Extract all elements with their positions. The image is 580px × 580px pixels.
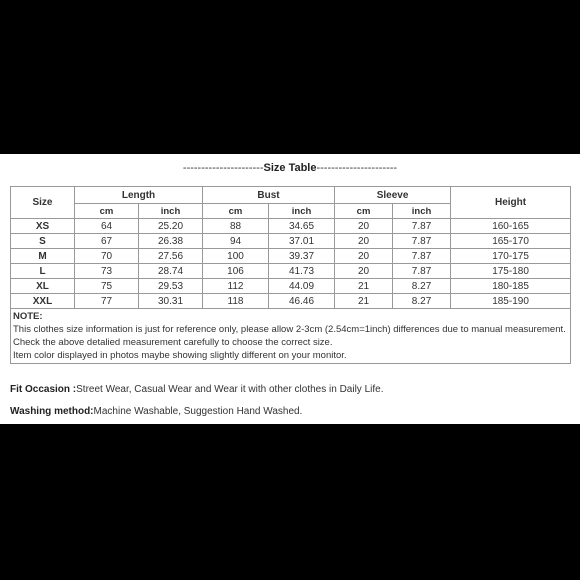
- sleeve-inch-cell: 7.87: [393, 249, 451, 264]
- header-row-groups: [11, 187, 571, 204]
- bust-cm-cell: 106: [203, 264, 269, 279]
- sleeve-inch-cell: 8.27: [393, 279, 451, 294]
- sleeve-inch-cell: 7.87: [393, 234, 451, 249]
- note-line: Item color displayed in photos maybe showing slightly different on your monitor.: [13, 350, 347, 361]
- fit-occasion: [10, 384, 384, 395]
- size-header: Size: [11, 187, 75, 219]
- length-inch-cell: 29.53: [139, 279, 203, 294]
- washing-method: [10, 406, 302, 417]
- bust-inch-cell: 41.73: [269, 264, 335, 279]
- bust-cm-cell: 118: [203, 294, 269, 309]
- length-cm-cell: 75: [75, 279, 139, 294]
- length-cm-cell: 73: [75, 264, 139, 279]
- sleeve-cm-cell: 21: [335, 294, 393, 309]
- sleeve-inch-cell: 7.87: [393, 264, 451, 279]
- height-cell: 180-185: [451, 279, 571, 294]
- bust-cm-header: cm: [203, 204, 269, 219]
- note-cell: [11, 309, 571, 364]
- bust-cm-cell: 94: [203, 234, 269, 249]
- bust-inch-cell: 44.09: [269, 279, 335, 294]
- size-table: [10, 186, 571, 364]
- title-text: Size Table: [263, 162, 317, 174]
- table-row: [11, 294, 571, 309]
- size-cell: M: [11, 249, 75, 264]
- fit-occasion-text: Street Wear, Casual Wear and Wear it with other clothes in Daily Life.: [76, 384, 384, 395]
- table-row: [11, 234, 571, 249]
- bust-cm-cell: 100: [203, 249, 269, 264]
- sleeve-cm-cell: 20: [335, 234, 393, 249]
- bust-inch-cell: 46.46: [269, 294, 335, 309]
- note-row: [11, 309, 571, 364]
- bust-header: Bust: [203, 187, 335, 204]
- bust-cm-cell: 112: [203, 279, 269, 294]
- note-line: This clothes size information is just for reference only, please allow 2-3cm (2.54cm=1inch) differences due to manual measurement.: [13, 324, 566, 335]
- washing-method-label: Washing method:: [10, 406, 94, 417]
- length-header: Length: [75, 187, 203, 204]
- length-inch-cell: 28.74: [139, 264, 203, 279]
- washing-method-text: Machine Washable, Suggestion Hand Washed.: [93, 406, 303, 417]
- length-inch-cell: 30.31: [139, 294, 203, 309]
- sleeve-header: Sleeve: [335, 187, 451, 204]
- height-cell: 165-170: [451, 234, 571, 249]
- length-inch-cell: 25.20: [139, 219, 203, 234]
- bust-cm-cell: 88: [203, 219, 269, 234]
- table-row: [11, 249, 571, 264]
- length-inch-cell: 27.56: [139, 249, 203, 264]
- bust-inch-cell: 37.01: [269, 234, 335, 249]
- height-cell: 170-175: [451, 249, 571, 264]
- sleeve-inch-cell: 8.27: [393, 294, 451, 309]
- sleeve-cm-cell: 20: [335, 219, 393, 234]
- sleeve-cm-cell: 20: [335, 264, 393, 279]
- bust-inch-cell: 34.65: [269, 219, 335, 234]
- table-row: [11, 279, 571, 294]
- title-right-dashes: ----------------------: [316, 162, 398, 174]
- sleeve-cm-header: cm: [335, 204, 393, 219]
- note-title: NOTE:: [13, 311, 43, 322]
- sleeve-cm-cell: 21: [335, 279, 393, 294]
- length-cm-cell: 70: [75, 249, 139, 264]
- sleeve-cm-cell: 20: [335, 249, 393, 264]
- height-cell: 175-180: [451, 264, 571, 279]
- length-inch-cell: 26.38: [139, 234, 203, 249]
- table-row: [11, 219, 571, 234]
- size-cell: XXL: [11, 294, 75, 309]
- length-cm-header: cm: [75, 204, 139, 219]
- size-chart-panel: [0, 154, 580, 424]
- size-cell: XL: [11, 279, 75, 294]
- bust-inch-header: inch: [269, 204, 335, 219]
- bust-inch-cell: 39.37: [269, 249, 335, 264]
- size-table-title: [0, 162, 580, 174]
- sleeve-inch-cell: 7.87: [393, 219, 451, 234]
- length-cm-cell: 77: [75, 294, 139, 309]
- length-inch-header: inch: [139, 204, 203, 219]
- title-left-dashes: ----------------------: [182, 162, 264, 174]
- note-line: Check the above detalied measurement carefully to choose the correct size.: [13, 337, 333, 348]
- fit-occasion-label: Fit Occasion :: [10, 384, 77, 395]
- table-row: [11, 264, 571, 279]
- length-cm-cell: 67: [75, 234, 139, 249]
- size-cell: L: [11, 264, 75, 279]
- size-cell: XS: [11, 219, 75, 234]
- height-header: Height: [451, 187, 571, 219]
- height-cell: 160-165: [451, 219, 571, 234]
- sleeve-inch-header: inch: [393, 204, 451, 219]
- height-cell: 185-190: [451, 294, 571, 309]
- length-cm-cell: 64: [75, 219, 139, 234]
- size-cell: S: [11, 234, 75, 249]
